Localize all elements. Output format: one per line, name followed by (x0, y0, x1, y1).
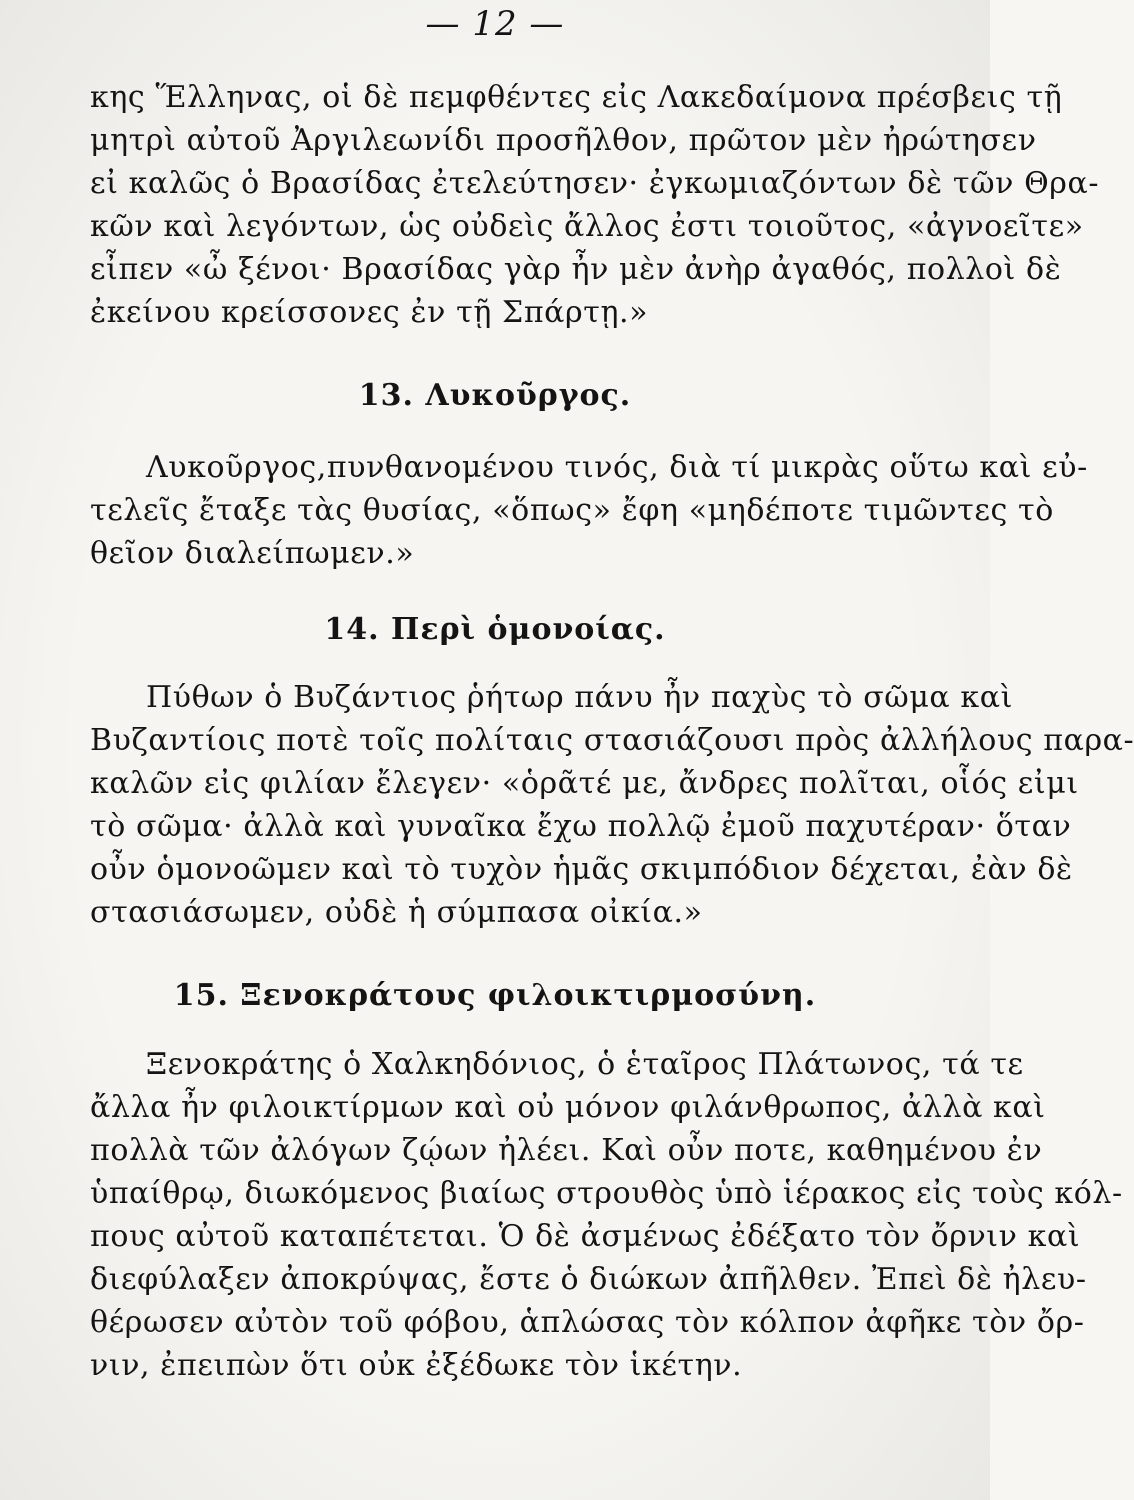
text-line: εἰ καλῶς ὁ Βρασίδας ἐτελεύτησεν· ἐγκωμιαζόντων δὲ τῶν Θρα- (90, 166, 1100, 201)
text-line: κῶν καὶ λεγόντων, ὡς οὐδεὶς ἄλλος ἐστι τοιοῦτος, «ἀγνοεῖτε» (90, 209, 1084, 244)
text-line: θεῖον διαλείπωμεν.» (90, 536, 415, 571)
text-line: στασιάσωμεν, οὐδὲ ἡ σύμπασα οἰκία.» (90, 895, 703, 930)
text-line: οὖν ὁμονοῶμεν καὶ τὸ τυχὸν ἡμᾶς σκιμπόδιον δέχεται, ἐὰν δὲ (90, 852, 1073, 887)
text-line: Βυζαντίοις ποτὲ τοῖς πολίταις στασιάζουσι πρὸς ἀλλήλους παρα- (90, 723, 1134, 758)
text-line: πολλὰ τῶν ἀλόγων ζῴων ἠλέει. Καὶ οὖν ποτε, καθημένου ἐν (90, 1133, 1043, 1168)
text-line: Ξενοκράτης ὁ Χαλκηδόνιος, ὁ ἑταῖρος Πλάτωνος, τά τε (146, 1047, 1024, 1082)
section-heading-13: 13. Λυκοῦργος. (358, 378, 632, 413)
text-line: πους αὐτοῦ καταπέτεται. Ὁ δὲ ἀσμένως ἐδέξατο τὸν ὄρνιν καὶ (90, 1219, 1081, 1254)
text-line: ἐκείνου κρείσσονες ἐν τῇ Σπάρτῃ.» (90, 295, 649, 330)
text-line: τὸ σῶμα· ἀλλὰ καὶ γυναῖκα ἔχω πολλῷ ἐμοῦ παχυτέραν· ὅταν (90, 809, 1072, 844)
text-line: Πύθων ὁ Βυζάντιος ῥήτωρ πάνυ ἦν παχὺς τὸ σῶμα καὶ (146, 680, 1013, 715)
text-line: εἶπεν «ὦ ξένοι· Βρασίδας γὰρ ἦν μὲν ἀνὴρ ἀγαθός, πολλοὶ δὲ (90, 252, 1062, 287)
text-line: μητρὶ αὐτοῦ Ἀργιλεωνίδι προσῆλθον, πρῶτον μὲν ἠρώτησεν (90, 123, 1037, 158)
section-heading-15: 15. Ξενοκράτους φιλοικτιρμοσύνη. (173, 978, 817, 1013)
paragraph-xenocrates (90, 1043, 1123, 1387)
text-line: νιν, ἐπειπὼν ὅτι οὐκ ἐξέδωκε τὸν ἱκέτην. (90, 1348, 743, 1383)
text-line: διεφύλαξεν ἀποκρύψας, ἔστε ὁ διώκων ἀπῆλθεν. Ἐπεὶ δὲ ἠλευ- (90, 1262, 1087, 1297)
section-heading-14: 14. Περὶ ὁμονοίας. (324, 612, 666, 647)
text-line: καλῶν εἰς φιλίαν ἔλεγεν· «ὁρᾶτέ με, ἄνδρες πολῖται, οἷός εἰμι (90, 766, 1079, 801)
paragraph-python (90, 676, 1134, 934)
text-line: θέρωσεν αὐτὸν τοῦ φόβου, ἁπλώσας τὸν κόλπον ἀφῆκε τὸν ὄρ- (90, 1305, 1085, 1340)
page-number: — 12 — (425, 4, 565, 44)
text-line: ὑπαίθρῳ, διωκόμενος βιαίως στρουθὸς ὑπὸ ἱέρακος εἰς τοὺς κόλ- (90, 1176, 1123, 1211)
text-line: κης Ἕλληνας, οἱ δὲ πεμφθέντες εἰς Λακεδαίμονα πρέσβεις τῇ (90, 80, 1063, 115)
paragraph-brasidas (90, 76, 1100, 334)
text-line: τελεῖς ἔταξε τὰς θυσίας, «ὅπως» ἔφη «μηδέποτε τιμῶντες τὸ (90, 493, 1054, 528)
paragraph-lycurgus (90, 446, 1088, 575)
text-line: ἄλλα ἦν φιλοικτίρμων καὶ οὐ μόνον φιλάνθρωπος, ἀλλὰ καὶ (90, 1090, 1046, 1125)
text-line: Λυκοῦργος,πυνθανομένου τινός, διὰ τί μικρὰς οὕτω καὶ εὐ- (146, 450, 1088, 485)
